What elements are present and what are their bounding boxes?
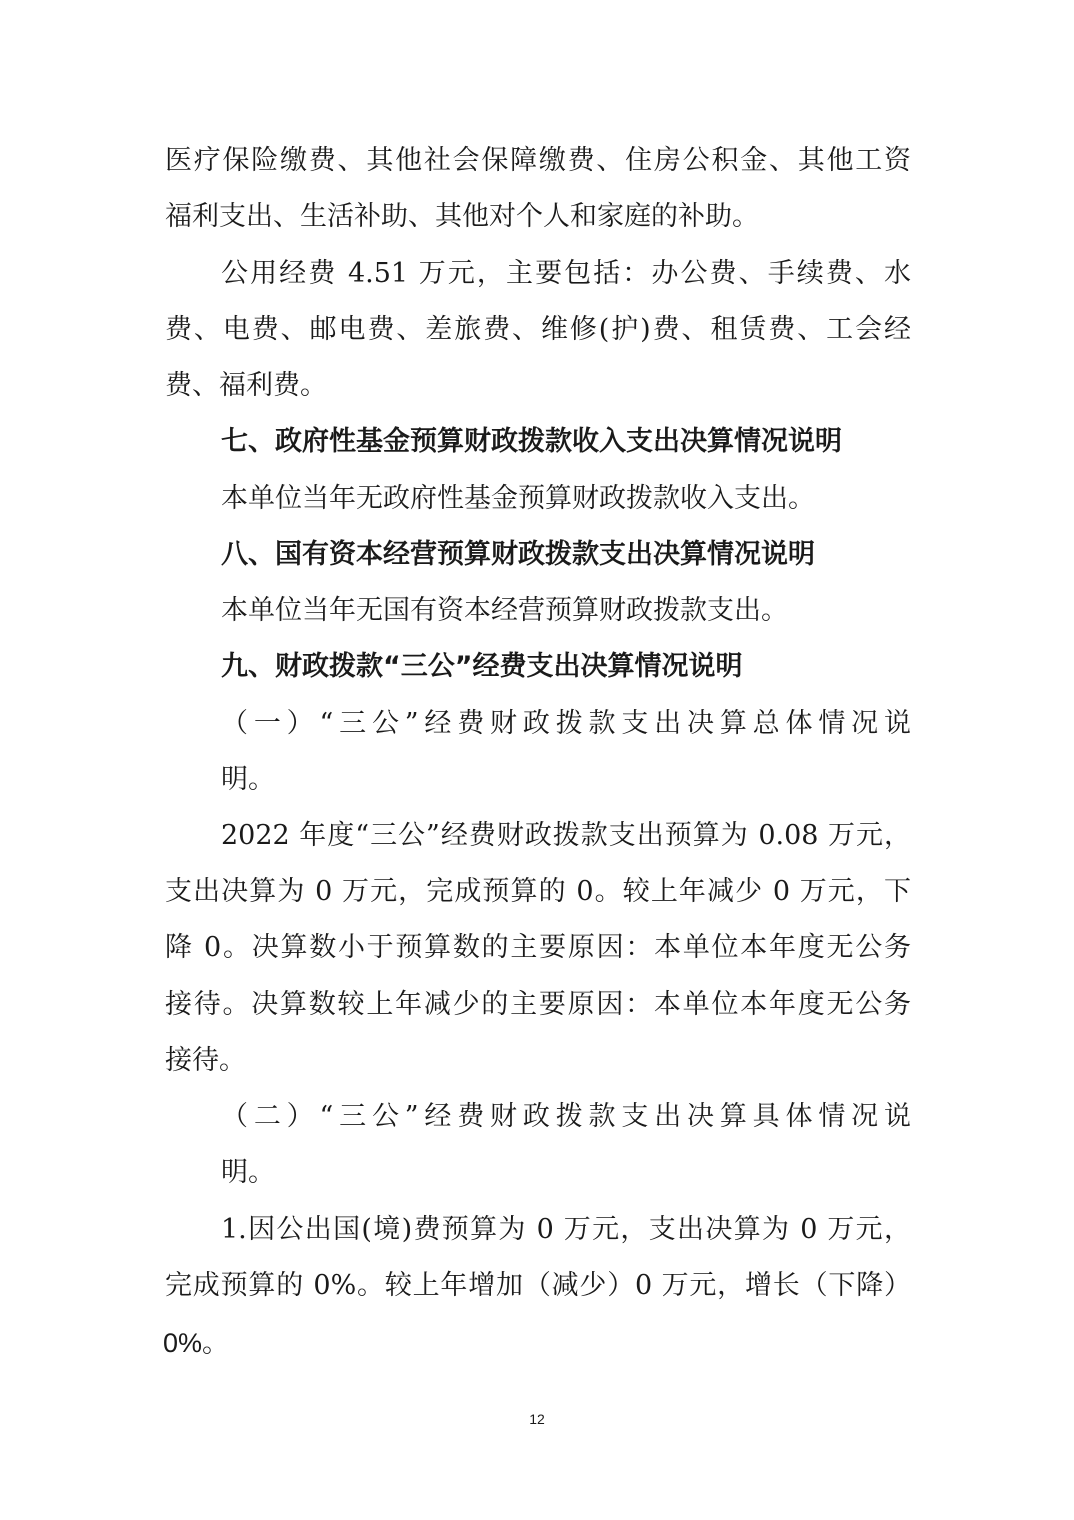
subsection-heading-2-cont: 明。 — [221, 1157, 275, 1188]
subsection-heading-1-cont: 明。 — [221, 764, 275, 795]
paragraph-line: 费、电费、邮电费、差旅费、维修(护)费、租赁费、工会经 — [165, 314, 911, 345]
paragraph-line: 1.因公出国(境)费预算为 0 万元，支出决算为 0 万元， — [221, 1214, 911, 1245]
paragraph-line: 费、福利费。 — [165, 370, 327, 401]
subsection-heading-1: （一）“三公”经费财政拨款支出决算总体情况说 — [221, 708, 911, 739]
paragraph-line: 医疗保险缴费、其他社会保障缴费、住房公积金、其他工资 — [165, 145, 911, 176]
section-heading-8: 八、国有资本经营预算财政拨款支出决算情况说明 — [221, 539, 815, 570]
page-number: 12 — [529, 1411, 545, 1427]
subsection-heading-2: （二）“三公”经费财政拨款支出决算具体情况说 — [221, 1101, 911, 1132]
paragraph-line: 公用经费 4.51 万元，主要包括：办公费、手续费、水 — [221, 258, 911, 289]
paragraph-line: 接待。 — [165, 1045, 246, 1076]
paragraph-line: 0%。 — [163, 1328, 230, 1358]
section-heading-9: 九、财政拨款“三公”经费支出决算情况说明 — [221, 651, 743, 682]
section-heading-7: 七、政府性基金预算财政拨款收入支出决算情况说明 — [221, 426, 842, 457]
paragraph-line: 支出决算为 0 万元，完成预算的 0。较上年减少 0 万元，下 — [165, 876, 911, 907]
paragraph-line: 完成预算的 0%。较上年增加（减少）0 万元，增长（下降） — [165, 1270, 911, 1301]
paragraph-line: 接待。决算数较上年减少的主要原因：本单位本年度无公务 — [165, 989, 911, 1020]
paragraph-line: 本单位当年无国有资本经营预算财政拨款支出。 — [221, 595, 788, 626]
paragraph-line: 本单位当年无政府性基金预算财政拨款收入支出。 — [221, 483, 815, 514]
paragraph-line: 降 0。决算数小于预算数的主要原因：本单位本年度无公务 — [165, 932, 911, 963]
paragraph-line: 2022 年度“三公”经费财政拨款支出预算为 0.08 万元， — [221, 820, 911, 851]
paragraph-line: 福利支出、生活补助、其他对个人和家庭的补助。 — [165, 201, 759, 232]
